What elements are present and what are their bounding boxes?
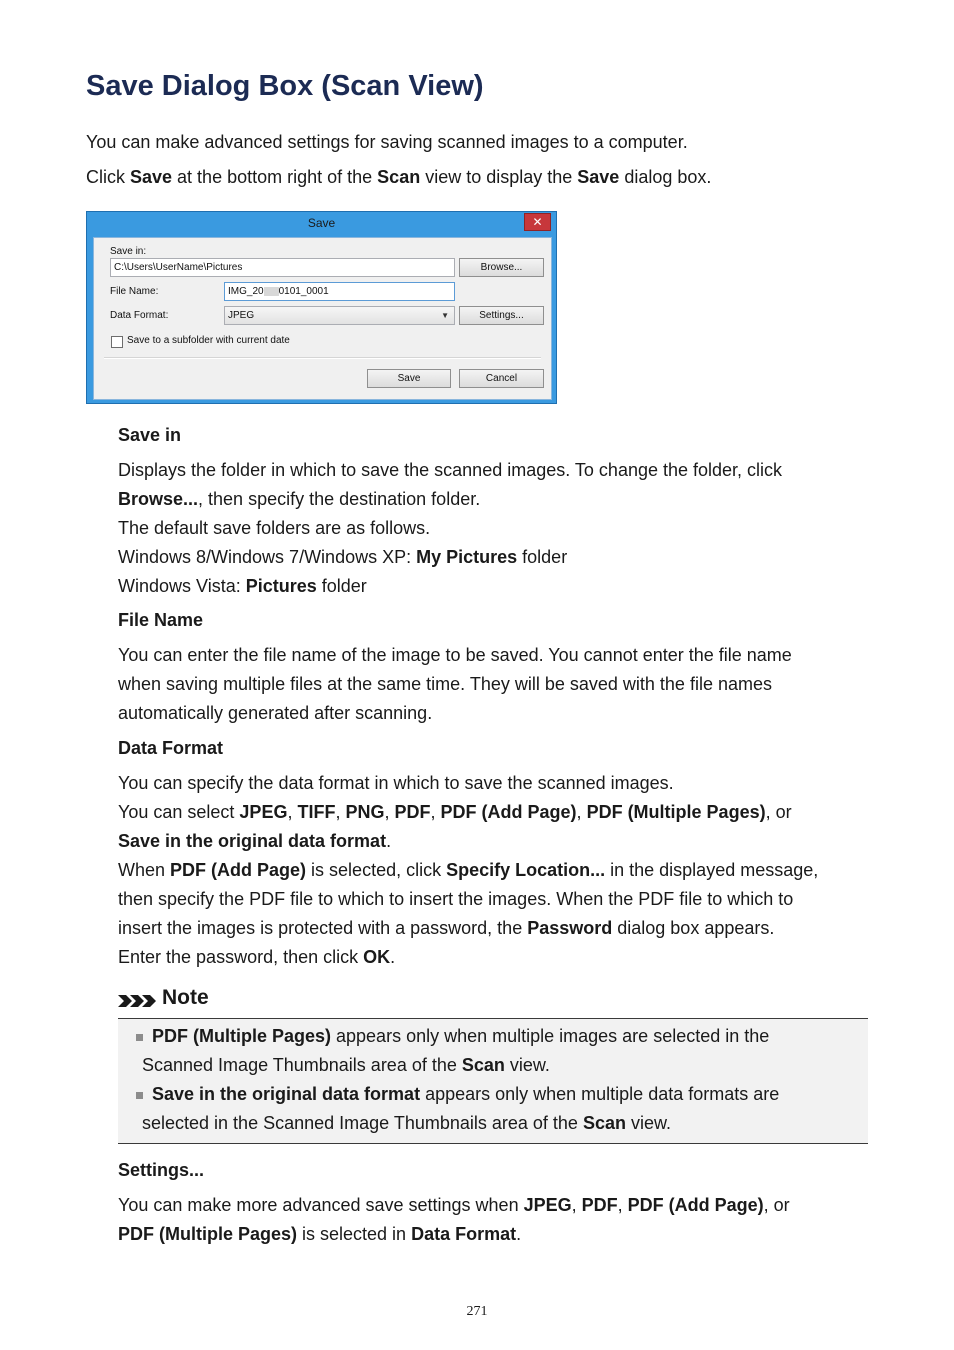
- dialog-body: [93, 237, 552, 400]
- cancel-button[interactable]: Cancel: [459, 369, 544, 388]
- save-in-field[interactable]: C:\Users\UserName\Pictures: [110, 258, 455, 277]
- page-title: Save Dialog Box (Scan View): [86, 70, 484, 102]
- note-arrows-icon: [118, 993, 158, 1009]
- dialog-separator: [104, 357, 541, 359]
- bullet-icon: [136, 1092, 143, 1099]
- term-file-name: File Name: [118, 610, 204, 630]
- desc-data-format: You can specify the data format in which to save the scanned images. You can select JPEG, TIFF, PNG, PDF, PDF (Add Page), PDF (Multiple Pages), or Save in the original data format. When PDF (Add Page) is selected, click Specify Location... in the displayed message, then specify the PDF file to which to insert the images. When the PDF file to which to insert the images is protected with a password, the Password dialog box appears. Enter the password, then click OK.: [118, 773, 819, 967]
- file-name-label: File Name:: [110, 286, 159, 297]
- desc-save-in: Displays the folder in which to save the scanned images. To change the folder, click Browse..., then specify the destination folder. The default save folders are as follows. Windows 8/Windows 7/Windows XP: My Pictures folder Windows Vista: Pictures folder: [118, 460, 783, 596]
- data-format-label: Data Format:: [110, 310, 169, 321]
- intro-line-2: Click Save at the bottom right of the Scan view to display the Save dialog box.: [86, 167, 712, 187]
- save-button[interactable]: Save: [367, 369, 451, 388]
- masked-date: [264, 287, 279, 296]
- note-item-2: Save in the original data format appears only when multiple data formats are selected in the Scanned Image Thumbnails area of the Scan view.: [142, 1080, 842, 1138]
- term-data-format: Data Format: [118, 738, 224, 758]
- save-in-label: Save in:: [110, 246, 147, 257]
- settings-button[interactable]: Settings...: [459, 306, 544, 325]
- note-item-1: PDF (Multiple Pages) appears only when multiple images are selected in the Scanned Image Thumbnails area of the Scan view.: [142, 1022, 842, 1080]
- intro-line-1: You can make advanced settings for saving scanned images to a computer.: [86, 132, 688, 152]
- subfolder-checkbox[interactable]: [111, 336, 123, 348]
- save-dialog-screenshot: [86, 211, 557, 404]
- term-save-in: Save in: [118, 425, 182, 445]
- browse-button[interactable]: Browse...: [459, 258, 544, 277]
- data-format-select[interactable]: JPEG ▼: [224, 306, 455, 325]
- file-name-field[interactable]: IMG_20 0101_0001: [224, 282, 455, 301]
- dialog-title: Save: [307, 216, 336, 230]
- bullet-icon: [136, 1034, 143, 1041]
- desc-settings: You can make more advanced save settings when JPEG, PDF, PDF (Add Page), or PDF (Multiple Pages) is selected in Data Format.: [118, 1195, 790, 1244]
- chevron-down-icon: ▼: [441, 311, 449, 320]
- term-settings: Settings...: [118, 1160, 205, 1180]
- subfolder-label: Save to a subfolder with current date: [127, 335, 290, 346]
- page-number: 271: [466, 1304, 488, 1319]
- close-icon[interactable]: ✕: [524, 213, 551, 231]
- note-box: [118, 1018, 868, 1144]
- desc-file-name: You can enter the file name of the image to be saved. You cannot enter the file name when saving multiple files at the same time. They will be saved with the file names automatically generated after scanning.: [118, 645, 792, 723]
